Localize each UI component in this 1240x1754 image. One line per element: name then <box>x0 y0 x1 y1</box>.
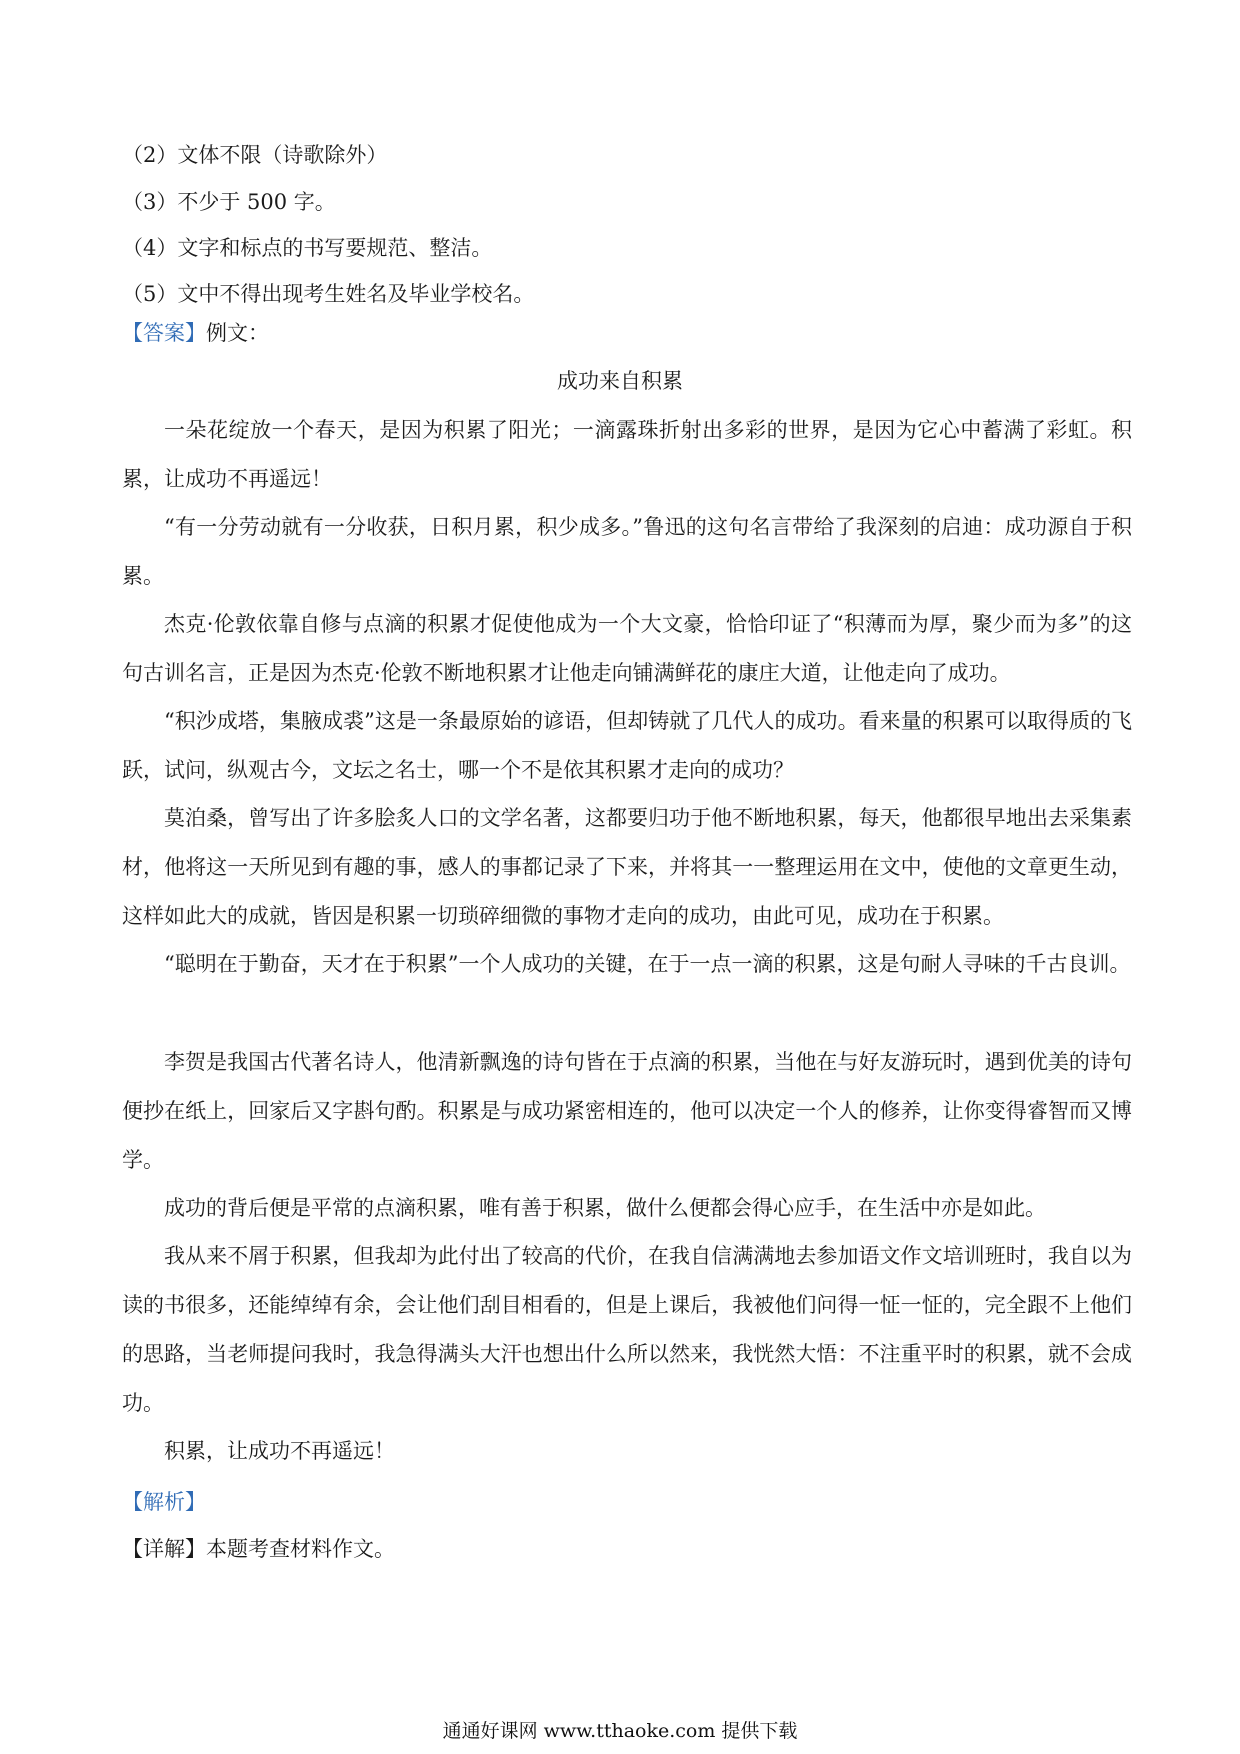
essay-paragraph-9: 我从来不屑于积累，但我却为此付出了较高的代价，在我自信满满地去参加语文作文培训班时，我自以为读的书很多，还能绰绰有余，会让他们刮目相看的，但是上课后，我被他们问得一怔一怔的，完全跟不上他们的思路，当老师提问我时，我急得满头大汗也想出什么所以然来，我恍然大悟：不注重平时的积累，就不会成功。 <box>122 1244 1132 1415</box>
essay-paragraph-6: “聪明在于勤奋，天才在于积累”一个人成功的关键，在于一点一滴的积累，这是句耐人寻味的千古良训。 <box>164 952 1131 976</box>
essay-paragraph-2: “有一分劳动就有一分收获，日积月累，积少成多。”鲁迅的这句名言带给了我深刻的启迪：成功源自于积累。 <box>122 515 1132 588</box>
essay-paragraph-7: 李贺是我国古代著名诗人，他清新飘逸的诗句皆在于点滴的积累，当他在与好友游玩时，遇到优美的诗句便抄在纸上，回家后又字斟句酌。积累是与成功紧密相连的，他可以决定一个人的修养，让你变得睿智而又博学。 <box>122 1050 1132 1172</box>
detail-label: 【详解】 <box>122 1537 206 1561</box>
essay-paragraph-3: 杰克·伦敦依靠自修与点滴的积累才促使他成为一个大文豪，恰恰印证了“积薄而为厚，聚少而为多”的这句古训名言，正是因为杰克·伦敦不断地积累才让他走向铺满鲜花的康庄大道，让他走向了成功。 <box>122 612 1132 685</box>
requirement-item-3: （3）不少于 500 字。 <box>122 190 336 214</box>
detail-line <box>122 1534 395 1564</box>
answer-line <box>122 318 269 348</box>
footer-watermark: 通通好课网 www.tthaoke.com 提供下载 <box>442 1720 798 1742</box>
essay-paragraph-5: 莫泊桑，曾写出了许多脍炙人口的文学名著，这都要归功于他不断地积累，每天，他都很早地出去采集素材，他将这一天所见到有趣的事，感人的事都记录了下来，并将其一一整理运用在文中，使他的文章更生动，这样如此大的成就，皆因是积累一切琐碎细微的事物才走向的成功，由此可见，成功在于积累。 <box>122 806 1132 928</box>
detail-text: 本题考查材料作文。 <box>206 1537 395 1561</box>
answer-label: 【答案】 <box>122 321 206 345</box>
answer-intro: 例文： <box>206 321 269 345</box>
essay-paragraph-1: 一朵花绽放一个春天，是因为积累了阳光；一滴露珠折射出多彩的世界，是因为它心中蓄满了彩虹。积累，让成功不再遥远！ <box>122 418 1132 491</box>
analysis-label: 【解析】 <box>122 1490 206 1514</box>
requirement-item-4: （4）文字和标点的书写要规范、整洁。 <box>122 236 493 260</box>
essay-title: 成功来自积累 <box>557 369 683 393</box>
requirement-item-5: （5）文中不得出现考生姓名及毕业学校名。 <box>122 282 535 306</box>
requirement-item-2: （2）文体不限（诗歌除外） <box>122 143 388 167</box>
essay-paragraph-10: 积累，让成功不再遥远！ <box>164 1439 395 1463</box>
essay-paragraph-4: “积沙成塔，集腋成裘”这是一条最原始的谚语，但却铸就了几代人的成功。看来量的积累可以取得质的飞跃，试问，纵观古今，文坛之名士，哪一个不是依其积累才走向的成功？ <box>122 709 1132 782</box>
essay-paragraph-8: 成功的背后便是平常的点滴积累，唯有善于积累，做什么便都会得心应手，在生活中亦是如此。 <box>164 1196 1046 1220</box>
